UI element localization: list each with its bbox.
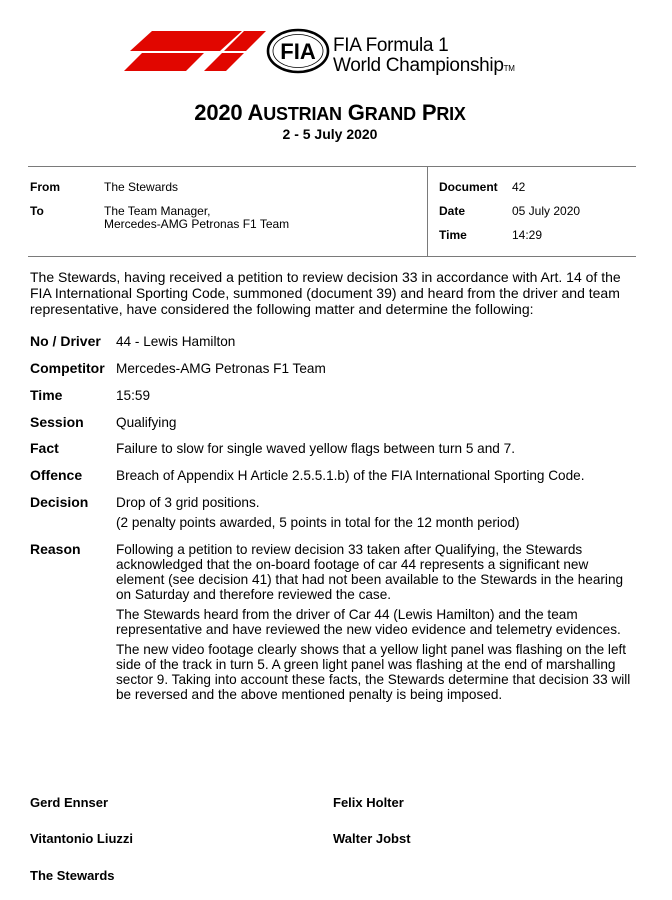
reason-label: Reason bbox=[30, 541, 81, 557]
steward-signature-3: Vitantonio Liuzzi bbox=[30, 831, 134, 846]
time-row-label: Time bbox=[30, 387, 63, 403]
competitor-value: Mercedes-AMG Petronas F1 Team bbox=[116, 361, 326, 376]
from-value: The Stewards bbox=[104, 180, 179, 194]
stewards-footer: The Stewards bbox=[30, 868, 115, 883]
title-year: 2020 bbox=[194, 100, 243, 125]
trademark-mark: TM bbox=[503, 64, 515, 73]
fia-title-line2-text: World Championship bbox=[333, 55, 504, 76]
title-word3: PRIX bbox=[421, 100, 466, 125]
divider-top bbox=[28, 166, 636, 167]
competitor-label: Competitor bbox=[30, 360, 105, 376]
reason-value bbox=[116, 542, 640, 707]
session-value: Qualifying bbox=[116, 415, 177, 430]
to-label: To bbox=[30, 204, 44, 218]
decision-label: Decision bbox=[30, 494, 89, 510]
fia-seal-icon bbox=[266, 28, 330, 74]
fia-seal-text: FIA bbox=[280, 39, 316, 64]
steward-signature-4: Walter Jobst bbox=[333, 831, 411, 846]
f1-logo-icon bbox=[124, 31, 266, 71]
document-label: Document bbox=[439, 180, 498, 194]
from-label: From bbox=[30, 180, 60, 194]
time-row-value: 15:59 bbox=[116, 388, 151, 403]
offence-label: Offence bbox=[30, 467, 83, 483]
to-value-line1: The Team Manager, bbox=[104, 204, 211, 218]
session-label: Session bbox=[30, 414, 84, 430]
divider-bottom bbox=[28, 256, 636, 257]
event-dates: 2 - 5 July 2020 bbox=[282, 126, 378, 142]
decision-line2: (2 penalty points awarded, 5 points in total for the 12 month period) bbox=[116, 515, 520, 530]
time-value: 14:29 bbox=[512, 228, 543, 242]
fact-label: Fact bbox=[30, 440, 59, 456]
driver-label: No / Driver bbox=[30, 333, 101, 349]
offence-value: Breach of Appendix H Article 2.5.5.1.b) of the FIA International Sporting Code. bbox=[116, 468, 585, 483]
time-label: Time bbox=[439, 228, 467, 242]
decision-line1: Drop of 3 grid positions. bbox=[116, 495, 260, 510]
reason-paragraph-2: The Stewards heard from the driver of Car 44 (Lewis Hamilton) and the team representative and have reviewed the new video evidence and telemetry evidences. bbox=[116, 607, 621, 637]
fact-value: Failure to slow for single waved yellow flags between turn 5 and 7. bbox=[116, 441, 515, 456]
event-title bbox=[0, 100, 660, 126]
fia-title-line2 bbox=[333, 55, 515, 77]
divider-vertical bbox=[427, 166, 428, 256]
document-header bbox=[0, 28, 672, 80]
reason-paragraph-1: Following a petition to review decision 33 taken after Qualifying, the Stewards acknowledged that the on-board footage of car 44 represents a significant new element (see decision 41) that had not been available to the Stewards in the hearing on Saturday and therefore reviewed the case. bbox=[116, 542, 624, 602]
date-label: Date bbox=[439, 204, 466, 218]
date-value: 05 July 2020 bbox=[512, 204, 581, 218]
driver-value: 44 - Lewis Hamilton bbox=[116, 334, 236, 349]
to-value-line2: Mercedes-AMG Petronas F1 Team bbox=[104, 217, 290, 231]
decision-value bbox=[116, 495, 640, 535]
document-value: 42 bbox=[512, 180, 526, 194]
steward-signature-2: Felix Holter bbox=[333, 795, 404, 810]
to-value bbox=[104, 205, 289, 231]
title-word1: AUSTRIAN bbox=[247, 100, 342, 125]
reason-paragraph-3: The new video footage clearly shows that a yellow light panel was flashing on the left side of the track in turn 5. A green light panel was flashing at the end of marshalling sector 9. Taking into account these facts, the Stewards determine that decision 33 will be reversed and the above mentioned penalty is being imposed. bbox=[116, 642, 631, 702]
intro-paragraph: The Stewards, having received a petition to review decision 33 in accordance with Art. 14 of the FIA International Sporting Code, summoned (document 39) and heard from the driver and team representative, have considered the following matter and determine the following: bbox=[30, 269, 621, 317]
fia-title-line1: FIA Formula 1 bbox=[333, 35, 449, 56]
title-word2: GRAND bbox=[347, 100, 416, 125]
steward-signature-1: Gerd Ennser bbox=[30, 795, 109, 810]
